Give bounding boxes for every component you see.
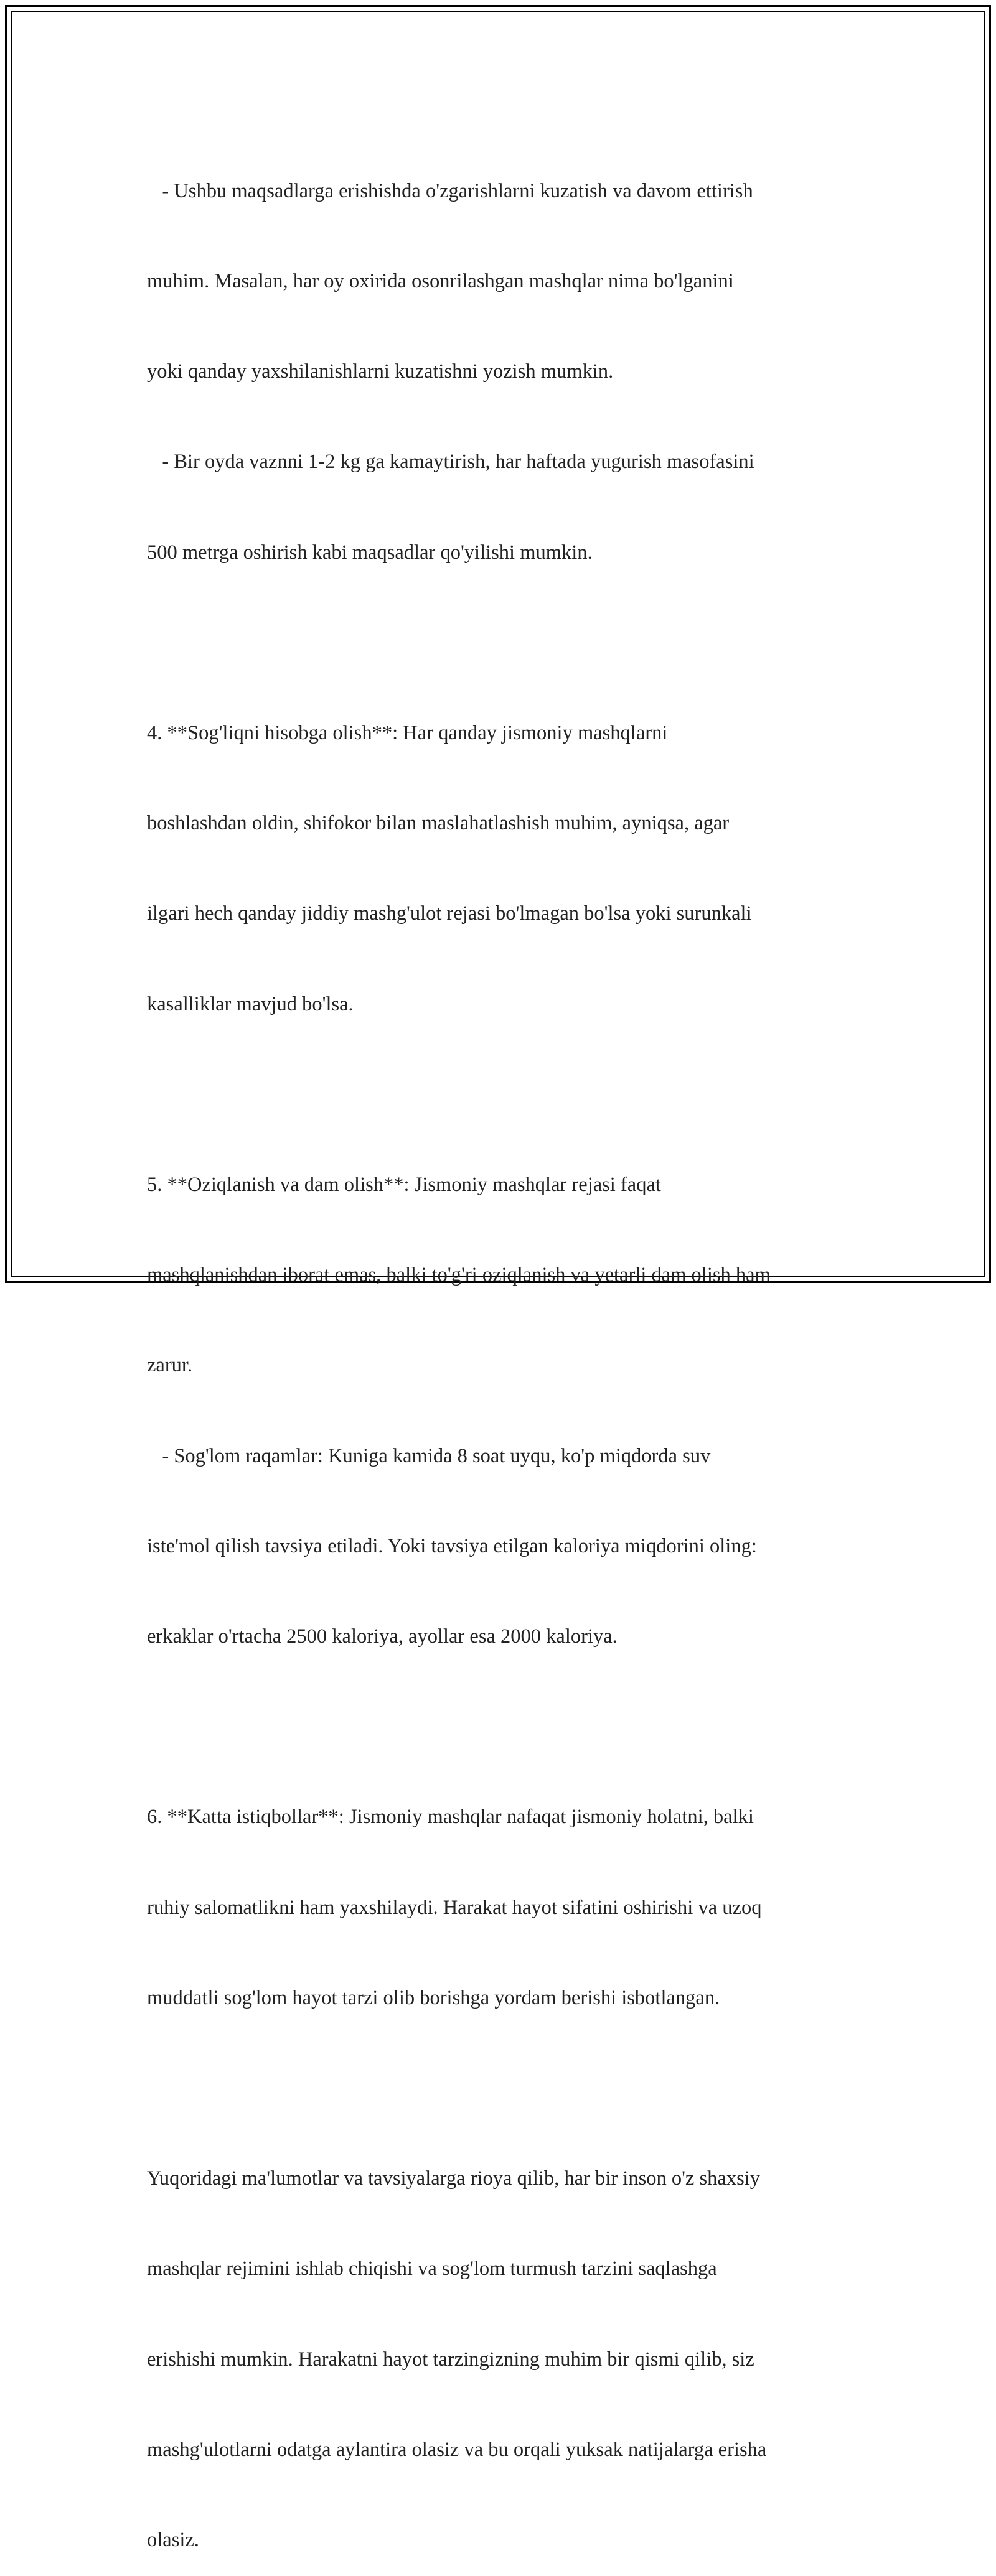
- text-line: Yuqoridagi ma'lumotlar va tavsiyalarga rioya qilib, har bir inson o'z shaxsiy: [147, 2167, 760, 2190]
- text-line: boshlashdan oldin, shifokor bilan maslahatlashish muhim, ayniqsa, agar: [147, 812, 730, 835]
- text-line: ruhiy salomatlikni ham yaxshilaydi. Harakat hayot sifatini oshirishi va uzoq: [147, 1896, 762, 1919]
- text-line: 4. **Sog'liqni hisobga olish**: Har qanday jismoniy mashqlarni: [147, 722, 668, 745]
- text-line: mashqlar rejimini ishlab chiqishi va sog'lom turmush tarzini saqlashga: [147, 2257, 717, 2280]
- text-line: mashg'ulotlarni odatga aylantira olasiz va bu orqali yuksak natijalarga erisha: [147, 2438, 767, 2461]
- text-line: zarur.: [147, 1354, 193, 1377]
- text-line: 500 metrga oshirish kabi maqsadlar qo'yilishi mumkin.: [147, 541, 593, 564]
- text-line: mashqlanishdan iborat emas, balki to'g'ri oziqlanish va yetarli dam olish ham: [147, 1264, 771, 1287]
- blank-line: [147, 628, 863, 658]
- blank-line: [147, 2073, 863, 2103]
- text-line: muhim. Masalan, har oy oxirida osonrilashgan mashqlar nima bo'lganini: [147, 270, 734, 293]
- text-line: - Sog'lom raqamlar: Kuniga kamida 8 soat uyqu, ko'p miqdorda suv: [147, 1444, 711, 1467]
- text-line: iste'mol qilish tavsiya etiladi. Yoki tavsiya etilgan kaloriya miqdorini oling:: [147, 1534, 757, 1557]
- text-line: - Bir oyda vaznni 1-2 kg ga kamaytirish, har haftada yugurish masofasini: [147, 450, 754, 474]
- blank-line: [147, 1712, 863, 1742]
- text-line: ilgari hech qanday jiddiy mashg'ulot rejasi bo'lmagan bo'lsa yoki surunkali: [147, 902, 752, 925]
- text-line: kasalliklar mavjud bo'lsa.: [147, 992, 354, 1015]
- text-line: muddatli sog'lom hayot tarzi olib borishga yordam berishi isbotlangan.: [147, 1986, 720, 2009]
- text-line: - Ushbu maqsadlarga erishishda o'zgarishlarni kuzatish va davom ettirish: [147, 179, 753, 202]
- text-line: erkaklar o'rtacha 2500 kaloriya, ayollar esa 2000 kaloriya.: [147, 1625, 618, 1648]
- blank-line: [147, 1080, 863, 1109]
- text-line: 6. **Katta istiqbollar**: Jismoniy mashqlar nafaqat jismoniy holatni, balki: [147, 1806, 754, 1829]
- text-line: yoki qanday yaxshilanishlarni kuzatishni yozish mumkin.: [147, 360, 614, 383]
- text-line: erishishi mumkin. Harakatni hayot tarzingizning muhim bir qismi qilib, siz: [147, 2348, 754, 2371]
- text-line: 5. **Oziqlanish va dam olish**: Jismoniy mashqlar rejasi faqat: [147, 1174, 661, 1197]
- text-line: olasiz.: [147, 2529, 199, 2552]
- document-body: [147, 116, 863, 2576]
